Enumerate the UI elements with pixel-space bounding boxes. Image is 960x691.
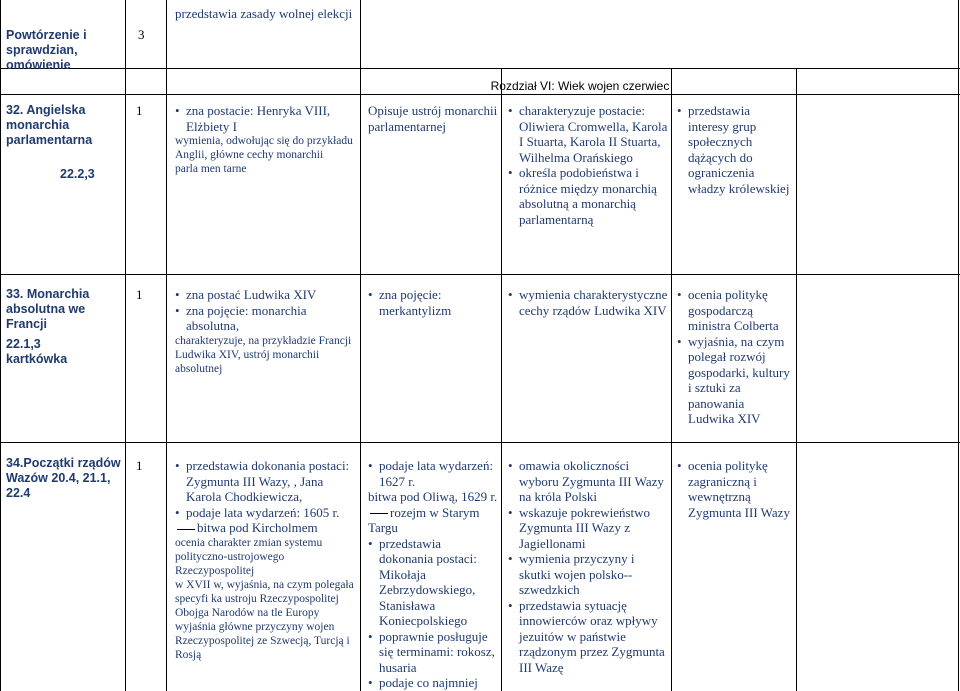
grid-line [796,68,797,691]
requirement-item: • podaje lata wydarzeń: 1627 r. [368,458,498,489]
row33-req3 [508,287,668,318]
grid-line [125,0,126,691]
requirement-item: • wymienia przyczyny i skutki wojen polsko-- szwedzkich [508,551,668,598]
grid-line [0,68,960,69]
requirement-item: bitwa pod Oliwą, 1629 r. [368,489,498,504]
row33-req2 [368,287,498,318]
requirement-item: • przedstawia dokonania postaci: Zygmunta III Wazy, , Jana Karola Chodkiewicza, [175,458,357,505]
grid-line [0,0,1,691]
row33-lesson: 33. Monarchia absolutna we Francji [6,287,90,331]
row32-req4 [677,103,793,196]
requirement-item: • zna postacie: Henryka VIII, Elżbiety I [175,103,355,134]
row33-ref: 22.1,3 kartkówka [6,337,68,366]
row34-req1 [175,458,357,662]
row33-req4 [677,287,793,427]
dash [177,529,195,530]
row34-req2 [368,458,498,691]
row34-hours: 1 [136,458,143,473]
row33-req1 [175,287,355,376]
dash [370,513,388,514]
grid-line [0,442,960,443]
requirement-item: parla men tarne [175,163,247,175]
row34-req4 [677,458,793,520]
row34-req3 [508,458,668,675]
requirement-item: • wyjaśnia, na czym polegał rozwój gospodarki, kultury i sztuki za panowania Ludwika XIV [677,334,793,427]
requirement-item: charakteryzuje, na przykładzie Francji Ludwika XIV, ustrój monarchii absolutnej [175,334,352,375]
requirement-item: • wymienia charakterystyczne cechy rządów Ludwika XIV [508,287,668,318]
requirement-item: rozejm w Starym Targu [368,504,480,535]
requirement-item: • zna pojęcie: monarchia absolutna, [175,303,355,334]
row33-hours: 1 [136,287,143,302]
requirement-item: • poprawnie posługuje się terminami: rokosz, husaria [368,629,498,676]
requirement-item: • określa podobieństwa i różnice między monarchią absolutną a monarchią parlamentarną [508,165,668,227]
row32-req1 [175,103,355,176]
requirement-item: wyjaśnia główne przyczyny wojen Rzeczypospolitej ze Szwecją, Turcją i Rosją [175,620,350,661]
row32-req2 [368,103,498,134]
requirement-item: • omawia okoliczności wyboru Zygmunta III Wazy na króla Polski [508,458,668,505]
intro-hours: 3 [138,27,145,42]
requirement-item: • ocenia politykę zagraniczną i wewnętrzną Zygmunta III Wazy [677,458,793,520]
row32-lesson: 32. Angielska monarchia parlamentarna [6,103,93,147]
requirement-item: w XVII w, wyjaśnia, na czym polegała specyfi ka ustroju Rzeczypospolitej Obojga Narodów na tle Europy [175,578,354,619]
requirement-item: wymienia, odwołując się do przykładu Anglii, główne cechy monarchii [175,135,353,161]
row32-hours: 1 [136,103,143,118]
requirement-item: • podaje co najmniej [368,675,498,691]
chapter-header [360,78,800,95]
row32-ref: 22.2,3 [60,167,95,181]
requirement-item: • charakteryzuje postacie: Oliwiera Cromwella, Karola I Stuarta, Karola II Stuarta, Wilhelma Orańskiego [508,103,668,165]
grid-line [0,274,960,275]
requirement-item: bitwa pod Kircholmem [175,520,357,536]
requirement-item: ocenia charakter zmian systemu polityczno-ustrojowego Rzeczypospolitej [175,536,323,577]
requirement-item: • zna pojęcie: merkantylizm [368,287,498,318]
requirement-item: • zna postać Ludwika XIV [175,287,355,303]
grid-line [501,68,502,691]
row32-req3 [508,103,668,227]
requirement-item: • wskazuje pokrewieństwo Zygmunta III Wazy z Jagiellonami [508,505,668,552]
chapter-title: Rozdział VI: Wiek wojen czerwiec [490,79,670,93]
requirement-item: • ocenia politykę gospodarczą ministra Colberta [677,287,793,334]
requirement-item: Opisuje ustrój monarchii parlamentarnej [368,103,498,134]
grid-line [166,0,167,691]
grid-line [671,68,672,691]
requirement-item: • podaje lata wydarzeń: 1605 r. [175,505,357,521]
requirement-item: • przedstawia interesy grup społecznych dążących do ograniczenia władzy królewskiej [677,103,793,196]
grid-line [360,0,361,691]
requirement-item: • przedstawia dokonania postaci: Mikołaja Zebrzydowskiego, Stanisława Koniecpolskiego [368,536,498,629]
grid-line [958,0,959,691]
intro-requirement: przedstawia zasady wolnej elekcji [175,6,353,21]
row34-lesson: 34.Początki rządów Wazów 20.4, 21.1, 22.4 [6,456,121,500]
requirement-item: • przedstawia sytuację innowierców oraz wpływy jezuitów w państwie rządzonym przez Zygmunta III Wazę [508,598,668,676]
intro-lesson-title: Powtórzenie i sprawdzian, omówienie [6,28,87,72]
